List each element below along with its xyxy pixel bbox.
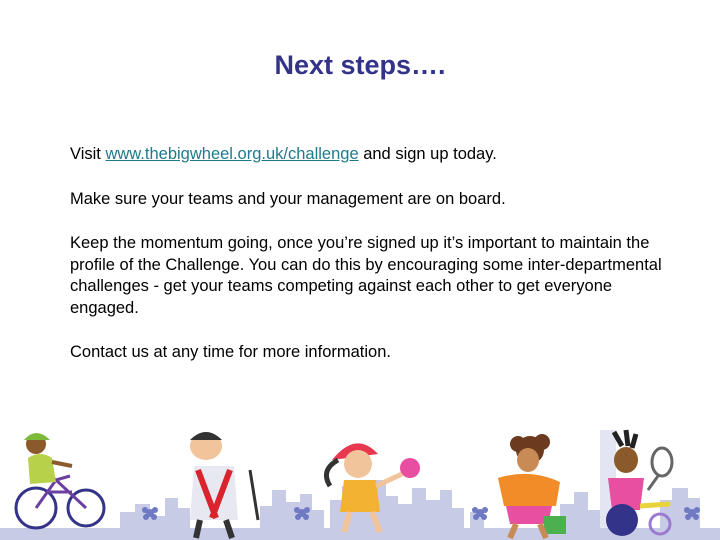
paragraph-contact: Contact us at any time for more information. bbox=[70, 343, 391, 361]
body-text bbox=[70, 144, 682, 387]
curly-hair-runner-illustration bbox=[498, 434, 566, 538]
paragraph-visit bbox=[70, 144, 682, 166]
walker-illustration bbox=[190, 432, 258, 538]
footer-illustration bbox=[0, 420, 720, 540]
slide-title: Next steps…. bbox=[274, 50, 446, 80]
paragraph-teams: Make sure your teams and your management are on board. bbox=[70, 189, 506, 208]
paragraph-momentum: Keep the momentum going, once you’re signed up it’s important to maintain the profile of the Challenge. You can do this by encouraging some inter-departmental challenges - get your teams competing against each other to get everyone engaged. bbox=[70, 234, 662, 317]
cyclist-illustration bbox=[16, 433, 104, 528]
paragraph-visit-prefix: Visit bbox=[70, 145, 106, 163]
paragraph-visit-suffix: and sign up today. bbox=[358, 145, 497, 163]
challenge-link[interactable]: www.thebigwheel.org.uk/challenge bbox=[105, 145, 359, 163]
